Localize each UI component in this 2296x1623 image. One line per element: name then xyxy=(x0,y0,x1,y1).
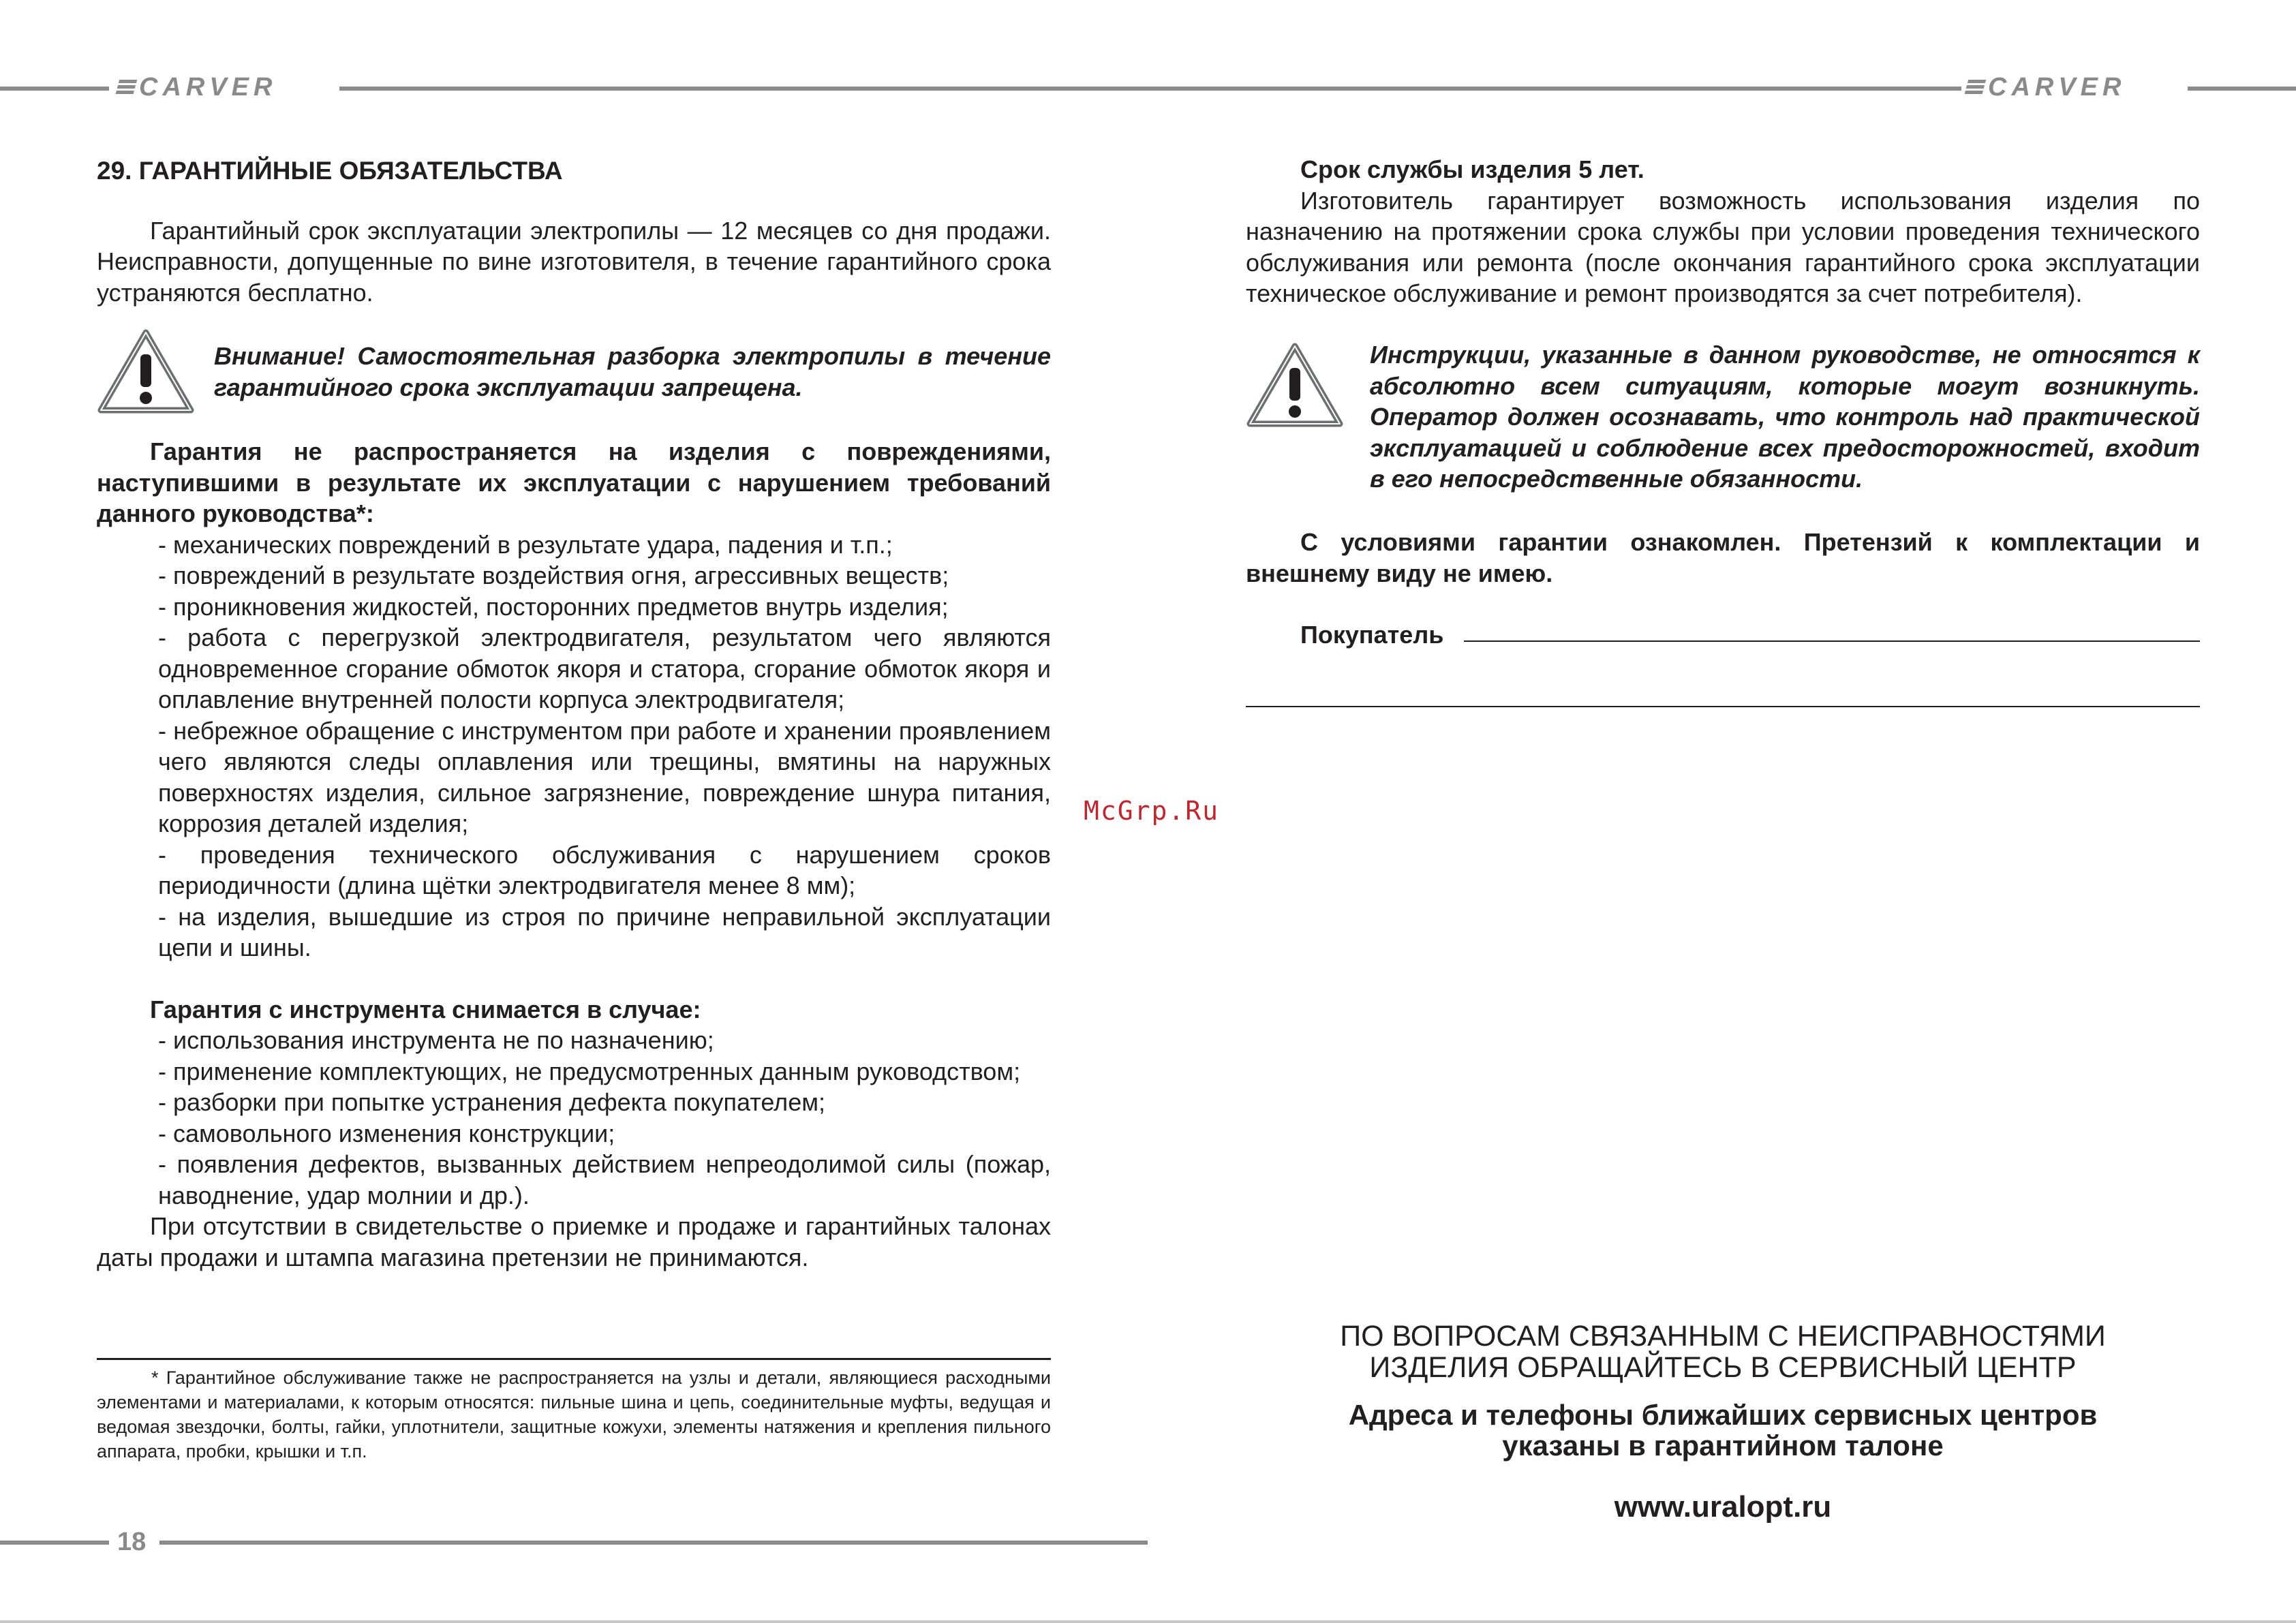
watermark: McGrp.Ru xyxy=(1084,796,1220,826)
exclusions-heading: Гарантия не распространяется на изделия с повреждениями, наступившими в результате их эксплуатации с нарушением требований данного руководства*: xyxy=(97,437,1051,527)
service-life-heading: Срок службы изделия 5 лет. xyxy=(1300,155,1644,183)
exclusion-item: - на изделия, вышедшие из строя по причине неправильной эксплуатации цепи и шины. xyxy=(158,902,1051,961)
exclusion-item: - повреждений в результате воздействия огня, агрессивных веществ; xyxy=(158,561,949,589)
revoke-item: - самовольного изменения конструкции; xyxy=(158,1119,615,1147)
footnote-rule xyxy=(97,1358,1051,1360)
warning-triangle-icon xyxy=(97,327,196,416)
acknowledge-text: С условиями гарантии ознакомлен. Претензий к комплектации и внешнему виду не имею. xyxy=(1246,528,2200,587)
left-warning-block xyxy=(97,327,1051,416)
brand-mark-icon xyxy=(1964,80,1986,96)
left-warning-text: Внимание! Самостоятельная разборка электропилы в течение гарантийного срока эксплуатации запрещена. xyxy=(214,342,1051,401)
header-rule-right-end xyxy=(2188,87,2296,91)
footnote: * Гарантийное обслуживание также не распространяется на узлы и детали, являющиеся расходными элементами и материалами, к которым относятся: пильные шина и цепь, соединительные муфты, ведущая и ведомая звездочки, болты, гайки, уплотнители, защитные кожухи, элементы натяжения и крепления пильного аппарата, пробки, крышки и т.п. xyxy=(97,1367,1051,1462)
warning-triangle-icon xyxy=(1246,341,1345,429)
buyer-signature-line[interactable] xyxy=(1464,640,2200,642)
exclusion-item: - механических повреждений в результате удара, падения и т.п.; xyxy=(158,530,893,559)
page-number: 18 xyxy=(117,1528,147,1556)
left-column xyxy=(97,155,1051,308)
revoke-item: - разборки при попытке устранения дефекта покупателем; xyxy=(158,1088,825,1116)
buyer-label: Покупатель xyxy=(1300,621,1444,649)
exclusion-item: - работа с перегрузкой электродвигателя, результатом чего являются одновременное сгорание обмоток якоря и статора, сгорание обмоток якоря и оплавление внутренней полости корпуса электродвигателя; xyxy=(158,623,1051,713)
revoke-item: - применение комплектующих, не предусмотренных данным руководством; xyxy=(158,1057,1021,1085)
brand-name: CARVER xyxy=(1988,73,2126,102)
exclusion-item: - проникновения жидкостей, посторонних предметов внутрь изделия; xyxy=(158,592,949,621)
website-link[interactable]: www.uralopt.ru xyxy=(1614,1490,1832,1524)
contact-line: ИЗДЕЛИЯ ОБРАЩАЙТЕСЬ В СЕРВИСНЫЙ ЦЕНТР xyxy=(1369,1351,2077,1384)
address-block xyxy=(1246,1400,2200,1461)
address-line: указаны в гарантийном талоне xyxy=(1502,1429,1944,1462)
header-rule-left-start xyxy=(0,87,109,91)
exclusions-list xyxy=(97,529,1051,963)
header-rule-middle xyxy=(339,87,1961,91)
revoke-heading: Гарантия с инструмента снимается в случае: xyxy=(150,995,701,1023)
section-title: 29. ГАРАНТИЙНЫЕ ОБЯЗАТЕЛЬСТВА xyxy=(97,157,563,185)
acknowledge-block xyxy=(1246,527,2200,589)
brand-mark-icon xyxy=(115,80,137,96)
contact-line: ПО ВОПРОСАМ СВЯЗАННЫМ С НЕИСПРАВНОСТЯМИ xyxy=(1340,1320,2106,1352)
service-life-text: Изготовитель гарантирует возможность использования изделия по назначению на протяжении срока службы при условии проведения технического обслуживания или ремонта (после окончания гарантийного срока эксплуатации техническое обслуживание и ремонт производятся за счет потребителя). xyxy=(1246,186,2200,307)
warranty-intro: Гарантийный срок эксплуатации электропилы — 12 месяцев со дня продажи. Неисправности, допущенные по вине изготовителя, в течение гарантийного срока устраняются бесплатно. xyxy=(97,216,1051,307)
footer-rule-left xyxy=(159,1541,1148,1545)
spacer xyxy=(97,187,1051,215)
spacer xyxy=(97,963,1051,994)
revoke-item: - появления дефектов, вызванных действием непреодолимой силы (пожар, наводнение, удар молнии и др.). xyxy=(158,1150,1051,1209)
revoke-item: - использования инструмента не по назначению; xyxy=(158,1026,714,1054)
brand-name: CARVER xyxy=(139,73,277,102)
right-warning-block xyxy=(1246,341,2200,504)
left-column-lower xyxy=(97,436,1051,1273)
right-column xyxy=(1246,154,2200,309)
contact-block xyxy=(1246,1320,2200,1383)
page-edge-line xyxy=(0,1620,2296,1623)
closing-paragraph: При отсутствии в свидетельстве о приемке и продаже и гарантийных талонах даты продажи и штампа магазина претензии не принимаются. xyxy=(97,1212,1051,1271)
footer-rule-left-start xyxy=(0,1541,109,1545)
address-line: Адреса и телефоны ближайших сервисных центров xyxy=(1348,1399,2098,1431)
right-warning-text: Инструкции, указанные в данном руководстве, не относятся к абсолютно всем ситуациям, которые могут возникнуть. Оператор должен осознавать, что контроль над практической эксплуатацией и соблюдение всех предосторожностей, входит в его непосредственные обязанности. xyxy=(1370,341,2200,493)
brand-logo-left xyxy=(117,74,277,101)
exclusion-item: - небрежное обращение с инструментом при работе и хранении проявлением чего являются следы оплавления или трещины, вмятины на наружных поверхностях изделия, сильное загрязнение, повреждение шнура питания, коррозия деталей изделия; xyxy=(158,716,1051,837)
brand-logo-right xyxy=(1966,74,2126,101)
exclusion-item: - проведения технического обслуживания с нарушением сроков периодичности (длина щётки электродвигателя менее 8 мм); xyxy=(158,840,1051,899)
revoke-list xyxy=(97,1025,1051,1211)
buyer-signature-line-2[interactable] xyxy=(1246,706,2200,707)
